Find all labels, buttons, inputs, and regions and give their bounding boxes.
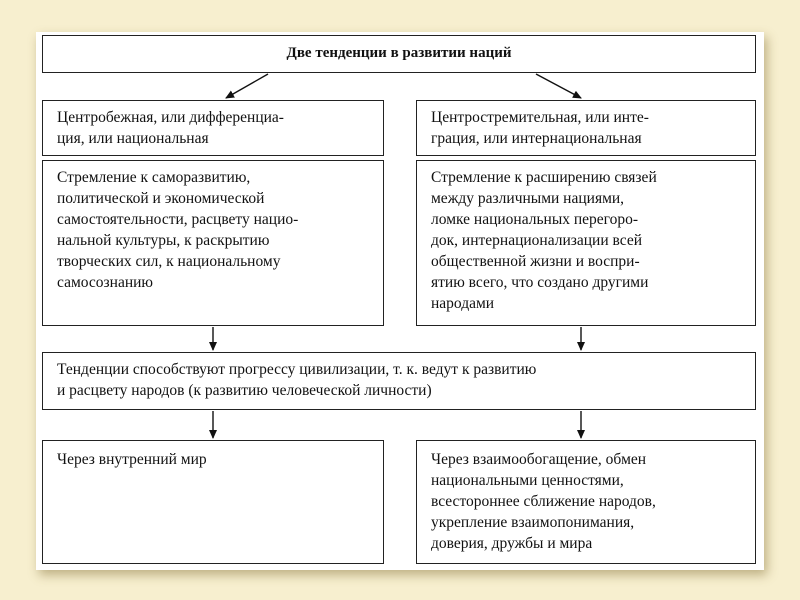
diagram-card: [36, 32, 764, 570]
arrow-title-right: [536, 74, 581, 98]
left-heading: Центробежная, или дифференциа- ция, или национальная: [57, 109, 284, 147]
right-result: Через взаимообогащение, обмен национальными ценностями, всестороннее сближение народов, укрепление взаимопонимания, доверия, дружбы и мира: [431, 451, 656, 552]
right-body: Стремление к расширению связей между различными нациями, ломке национальных перегоро- док, интернационализации всей общественной жизни и воспри- ятию всего, что создано другими народами: [431, 169, 657, 312]
left-body: Стремление к саморазвитию, политической и экономической самостоятельности, расцвету нацио- нальной культуры, к раскрытию творческих сил, к национальному самосознанию: [57, 169, 299, 291]
diagram-title: Две тенденции в развитии наций: [286, 45, 512, 61]
arrow-title-left: [226, 74, 268, 98]
connector-arrows: [36, 32, 764, 570]
left-result: Через внутренний мир: [57, 451, 207, 468]
common-text: Тенденции способствуют прогрессу цивилизации, т. к. ведут к развитию и расцвету народов (к развитию человеческой личности): [57, 361, 537, 399]
right-heading: Центростремительная, или инте- грация, или интернациональная: [431, 109, 649, 147]
